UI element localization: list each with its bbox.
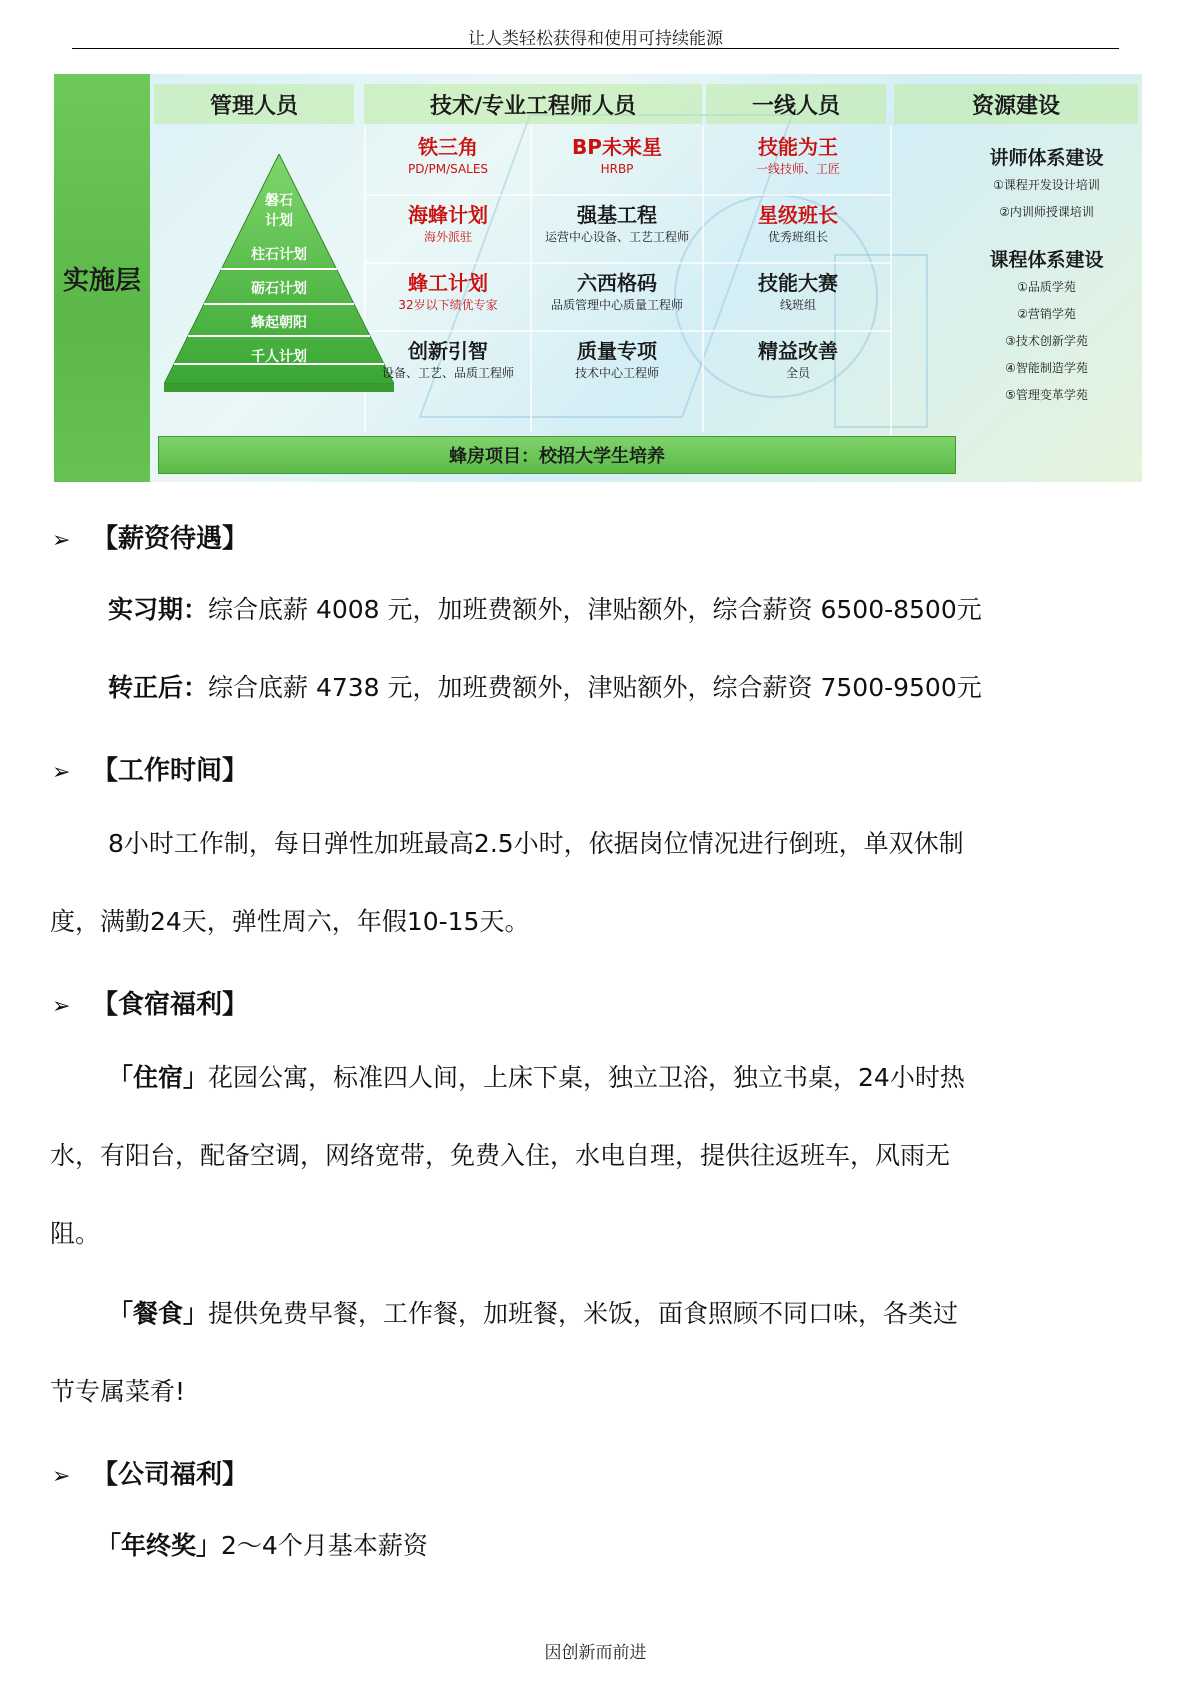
program-cell bbox=[532, 134, 702, 178]
grid-divider bbox=[364, 262, 890, 264]
arrow-bullet-icon: ➢ bbox=[52, 528, 71, 553]
program-subtitle: HRBP bbox=[600, 162, 634, 176]
side-label: 实施层 bbox=[54, 74, 150, 482]
stay-line-2: 水，有阳台，配备空调，网络宽带，免费入住，水电自理，提供往返班车，风雨无 bbox=[50, 1141, 951, 1170]
regular-text: 综合底薪 4738 元，加班费额外，津贴额外，综合薪资 7500-9500元 bbox=[208, 673, 982, 702]
arrow-bullet-icon: ➢ bbox=[52, 760, 71, 785]
column-header-technical: 技术/专业工程师人员 bbox=[364, 84, 702, 124]
program-cell bbox=[366, 202, 530, 246]
meal-label: 「餐食」 bbox=[108, 1299, 209, 1328]
program-title: 强基工程 bbox=[577, 203, 657, 227]
stay-label: 「住宿」 bbox=[108, 1063, 209, 1092]
pyramid-tier-4: 蜂起朝阳 bbox=[251, 315, 307, 331]
page-footer-slogan: 因创新而前进 bbox=[544, 1643, 647, 1663]
teacher-item: ①课程开发设计培训 bbox=[993, 178, 1100, 192]
course-item: ⑤管理变革学苑 bbox=[1005, 388, 1088, 402]
program-title: 精益改善 bbox=[758, 339, 838, 363]
program-title: 技能大赛 bbox=[758, 271, 838, 295]
program-subtitle: 品质管理中心质量工程师 bbox=[550, 298, 683, 312]
program-title: 蜂工计划 bbox=[408, 271, 488, 295]
stay-line-1 bbox=[108, 1060, 965, 1096]
stay-text: 花园公寓，标准四人间，上床下桌，独立卫浴，独立书桌，24小时热 bbox=[208, 1063, 965, 1092]
program-cell bbox=[706, 134, 890, 178]
section-heading-text: 【食宿福利】 bbox=[92, 990, 249, 1020]
talent-pyramid bbox=[164, 154, 394, 404]
meal-line-2: 节专属菜肴! bbox=[50, 1377, 186, 1406]
program-cell bbox=[532, 338, 702, 382]
program-cell bbox=[366, 134, 530, 178]
program-subtitle: 设备、工艺、品质工程师 bbox=[381, 366, 514, 380]
bonus-label: 「年终奖」 bbox=[96, 1531, 222, 1560]
regular-label: 转正后： bbox=[108, 673, 209, 702]
column-header-management: 管理人员 bbox=[154, 84, 354, 124]
course-item: ②营销学苑 bbox=[1017, 307, 1076, 321]
column-header-resources: 资源建设 bbox=[894, 84, 1138, 124]
teacher-item: ②内训师授课培训 bbox=[999, 205, 1094, 219]
pyramid-tier-3: 砺石计划 bbox=[251, 281, 307, 297]
teacher-system-title: 讲师体系建设 bbox=[989, 147, 1104, 169]
header-divider bbox=[72, 48, 1119, 49]
bonus-line bbox=[96, 1528, 428, 1564]
program-subtitle: 优秀班组长 bbox=[767, 230, 828, 244]
program-title: BP未来星 bbox=[572, 135, 662, 159]
hive-project-banner: 蜂房项目：校招大学生培养 bbox=[158, 436, 956, 474]
worktime-line-2: 度，满勤24天，弹性周六，年假10-15天。 bbox=[50, 907, 530, 936]
program-cell bbox=[366, 270, 530, 314]
training-system-diagram bbox=[54, 74, 1142, 482]
section-heading-worktime bbox=[52, 750, 248, 787]
grid-divider bbox=[364, 330, 890, 332]
pyramid-tier-1-line-2: 计划 bbox=[265, 213, 293, 229]
course-system-title: 课程体系建设 bbox=[989, 249, 1104, 271]
salary-regular-line bbox=[108, 670, 982, 706]
program-cell bbox=[706, 270, 890, 314]
pyramid-tier-2: 柱石计划 bbox=[251, 247, 307, 263]
bonus-text: 2～4个月基本薪资 bbox=[221, 1531, 428, 1560]
program-cell bbox=[366, 338, 530, 382]
program-subtitle: 一线技师、工匠 bbox=[755, 162, 840, 176]
program-title: 星级班长 bbox=[758, 203, 838, 227]
grid-divider bbox=[890, 126, 892, 472]
program-title: 创新引智 bbox=[408, 339, 488, 363]
program-title: 技能为王 bbox=[758, 135, 838, 159]
program-subtitle: 32岁以下绩优专家 bbox=[398, 298, 498, 312]
program-title: 质量专项 bbox=[577, 339, 657, 363]
grid-divider bbox=[364, 194, 890, 196]
course-item: ③技术创新学苑 bbox=[1005, 334, 1088, 348]
program-title: 海蜂计划 bbox=[408, 203, 488, 227]
program-subtitle: 海外派驻 bbox=[423, 230, 472, 244]
program-cell bbox=[706, 338, 890, 382]
column-header-frontline: 一线人员 bbox=[706, 84, 886, 124]
program-subtitle: 技术中心工程师 bbox=[574, 366, 659, 380]
program-subtitle: PD/PM/SALES bbox=[407, 162, 489, 176]
section-heading-text: 【薪资待遇】 bbox=[92, 524, 249, 554]
arrow-bullet-icon: ➢ bbox=[52, 994, 71, 1019]
pyramid-tier-5: 千人计划 bbox=[251, 349, 307, 365]
program-cell bbox=[706, 202, 890, 246]
resources-column bbox=[959, 126, 1134, 409]
worktime-line-1: 8小时工作制，每日弹性加班最高2.5小时，依据岗位情况进行倒班，单双休制 bbox=[108, 829, 964, 858]
program-cell bbox=[532, 270, 702, 314]
section-heading-housing bbox=[52, 984, 248, 1021]
section-heading-text: 【公司福利】 bbox=[92, 1460, 249, 1490]
intern-label: 实习期： bbox=[108, 595, 209, 624]
arrow-bullet-icon: ➢ bbox=[52, 1464, 71, 1489]
meal-line-1 bbox=[108, 1296, 958, 1332]
program-title: 六西格码 bbox=[577, 271, 657, 295]
program-subtitle: 运营中心设备、工艺工程师 bbox=[544, 230, 689, 244]
course-item: ④智能制造学苑 bbox=[1005, 361, 1088, 375]
section-heading-text: 【工作时间】 bbox=[92, 756, 249, 786]
section-heading-company bbox=[52, 1454, 248, 1491]
course-item: ①品质学苑 bbox=[1017, 280, 1076, 294]
meal-text: 提供免费早餐，工作餐，加班餐，米饭，面食照顾不同口味，各类过 bbox=[208, 1299, 959, 1328]
salary-intern-line bbox=[108, 592, 982, 628]
program-subtitle: 线班组 bbox=[779, 298, 816, 312]
section-heading-salary bbox=[52, 518, 248, 555]
page-header-slogan: 让人类轻松获得和使用可持续能源 bbox=[468, 29, 723, 49]
grid-divider bbox=[702, 126, 704, 432]
stay-line-3: 阻。 bbox=[50, 1219, 101, 1248]
intern-text: 综合底薪 4008 元，加班费额外，津贴额外，综合薪资 6500-8500元 bbox=[208, 595, 982, 624]
program-cell bbox=[532, 202, 702, 246]
pyramid-tier-1-line-1: 磐石 bbox=[265, 193, 293, 209]
program-subtitle: 全员 bbox=[785, 366, 810, 380]
program-title: 铁三角 bbox=[418, 135, 478, 159]
